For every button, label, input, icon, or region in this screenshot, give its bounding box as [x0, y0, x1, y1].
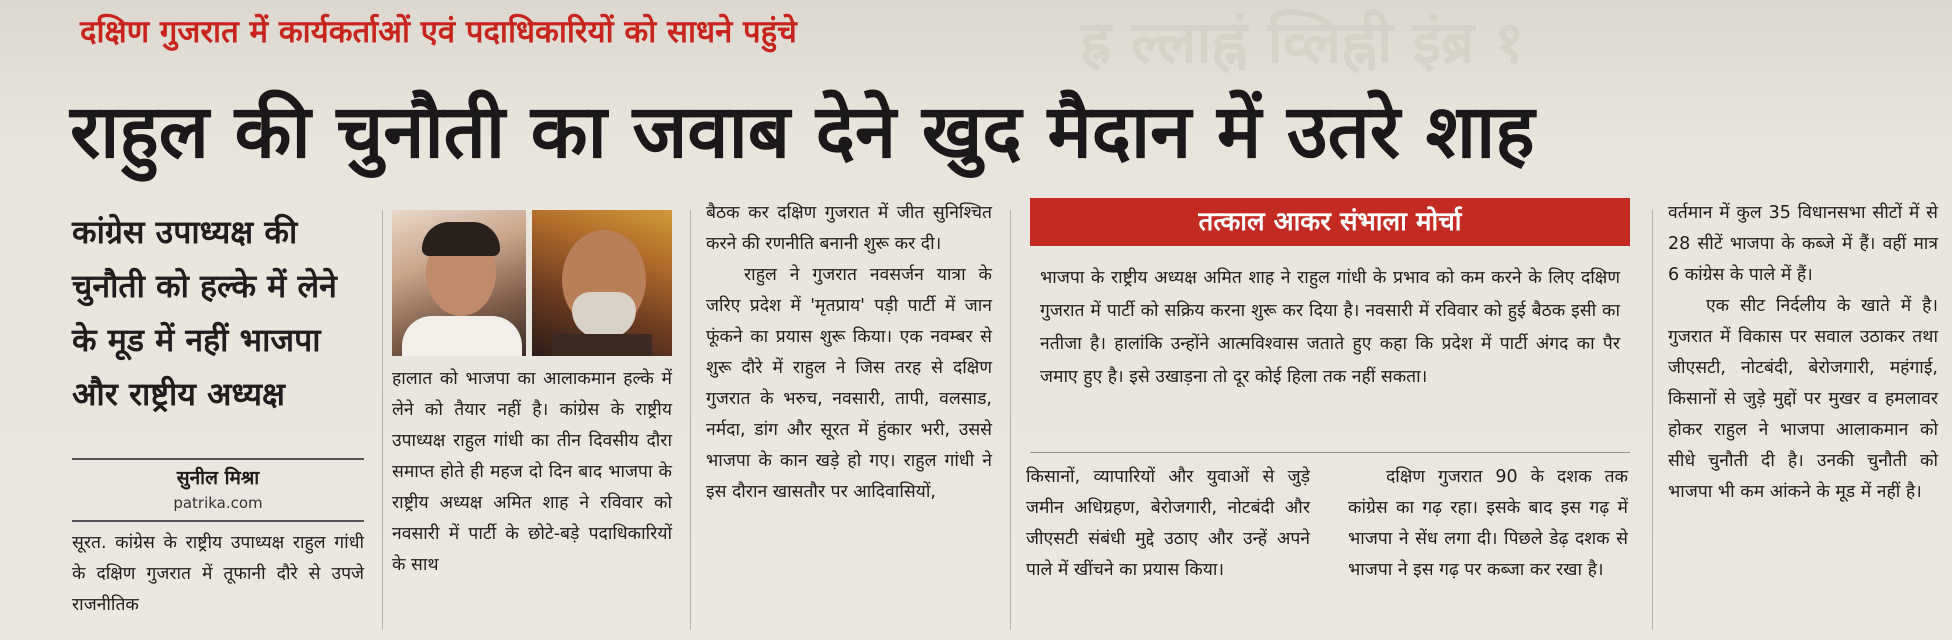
photo-clothing-shape: [552, 334, 652, 356]
column-4-text: किसानों, व्यापारियों और युवाओं से जुड़े जमीन अधिग्रहण, बेरोजगारी, नोटबंदी और जीएसटी संबंधी मुद्दे उठाए और उन्हें अपने पाले में खींचने का प्रयास किया।: [1026, 467, 1310, 580]
column-3-paragraph-1: बैठक कर दक्षिण गुजरात में जीत सुनिश्चित करने की रणनीति बनानी शुरू कर दी।: [706, 203, 992, 254]
column-2-text: हालात को भाजपा का आलाकमान हल्के में लेने को तैयार नहीं है। कांग्रेस के राष्ट्रीय उपाध्यक्ष राहुल गांधी का तीन दिवसीय दौरा समाप्त होते ही महज दो दिन बाद भाजपा के राष्ट्रीय अध्यक्ष अमित शाह ने रविवार को नवसारी में पार्टी के छोटे-बड़े पदाधिकारियों के साथ: [392, 369, 672, 575]
article-column-4: [1026, 462, 1310, 586]
article-column-3: [706, 198, 992, 508]
column-6-paragraph-1: वर्तमान में कुल 35 विधानसभा सीटों में से 28 सीटें भाजपा के कब्जे में हैं। वहीं मात्र 6 कांग्रेस के पाले में हैं।: [1668, 203, 1938, 285]
box-text: भाजपा के राष्ट्रीय अध्यक्ष अमित शाह ने राहुल गांधी के प्रभाव को कम करने के लिए दक्षिण गुजरात में पार्टी को सक्रिय करना शुरू कर दिया है। नवसारी में रविवार को हुई बैठक इसी का नतीजा है। हालांकि उन्होंने आत्मविश्वास जताते हुए कहा कि प्रदेश में पार्टी अंगद का पैर जमाए हुए है। इसे उखाड़ना तो दूर कोई हिला तक नहीं सकता।: [1040, 268, 1620, 387]
column-separator: [1010, 210, 1011, 630]
photo-beard-shape: [572, 292, 636, 338]
deck: कांग्रेस उपाध्यक्ष की चुनौती को हल्के में लेने के मूड में नहीं भाजपा और राष्ट्रीय अध्यक्ष: [72, 213, 337, 413]
kicker: दक्षिण गुजरात में कार्यकर्ताओं एवं पदाधिकारियों को साधने पहुंचे: [80, 14, 797, 50]
photo-shirt-shape: [402, 316, 522, 356]
photo-rahul-gandhi: [392, 210, 526, 356]
column-separator: [690, 210, 691, 630]
bleed-through-text: ह्र ल्लाह्नं व्लिह्नी इंब्र १: [1080, 8, 1525, 76]
column-separator: [382, 210, 383, 630]
article-column-5: [1348, 462, 1628, 586]
byline: सुनील मिश्रा: [176, 467, 260, 489]
box-rule: [1030, 452, 1630, 453]
photo-amit-shah: [532, 210, 672, 356]
byline-rule-bottom: [72, 520, 364, 522]
box-heading: तत्काल आकर संभाला मोर्चा: [1030, 198, 1630, 246]
headline: राहुल की चुनौती का जवाब देने खुद मैदान में उतरे शाह: [70, 89, 1535, 175]
article-column-1: [72, 528, 364, 621]
byline-rule-top: [72, 458, 364, 460]
column-6-paragraph-2: एक सीट निर्दलीय के खाते में है। गुजरात में विकास पर सवाल उठाकर तथा जीएसटी, नोटबंदी, बेरोजगारी, महंगाई, किसानों से जुड़े मुद्दों पर मुखर व हमलावर होकर राहुल ने भाजपा आलाकमान को सीधे चुनौती दी है। उनकी चुनौती को भाजपा भी कम आंकने के मूड में नहीं है।: [1668, 296, 1938, 502]
column-3-paragraph-2: राहुल ने गुजरात नवसर्जन यात्रा के जरिए प्रदेश में 'मृतप्राय' पड़ी पार्टी में जान फूंकने का प्रयास शुरू किया। एक नवम्बर से शुरू दौरे में राहुल ने जिस तरह से दक्षिण गुजरात के भरुच, नवसारी, तापी, वलसाड, नर्मदा, डांग और सूरत में हुंकार भरी, उससे भाजपा के कान खड़े हो गए। राहुल गांधी ने इस दौरान खासतौर पर आदिवासियों,: [706, 265, 992, 502]
column-5-text: दक्षिण गुजरात 90 के दशक तक कांग्रेस का गढ़ रहा। इसके बाद इस गढ़ में भाजपा ने सेंध लगा दी। पिछले डेढ़ दशक से भाजपा ने इस गढ़ पर कब्जा कर रखा है।: [1348, 467, 1628, 580]
article-column-6: [1668, 198, 1938, 508]
article-column-2: [392, 364, 672, 581]
column-1-text: सूरत. कांग्रेस के राष्ट्रीय उपाध्यक्ष राहुल गांधी के दक्षिण गुजरात में तूफानी दौरे से उपजे राजनीतिक: [72, 533, 364, 615]
byline-site: patrika.com: [173, 494, 263, 512]
photo-hair-shape: [422, 222, 500, 256]
column-separator: [1652, 210, 1653, 630]
